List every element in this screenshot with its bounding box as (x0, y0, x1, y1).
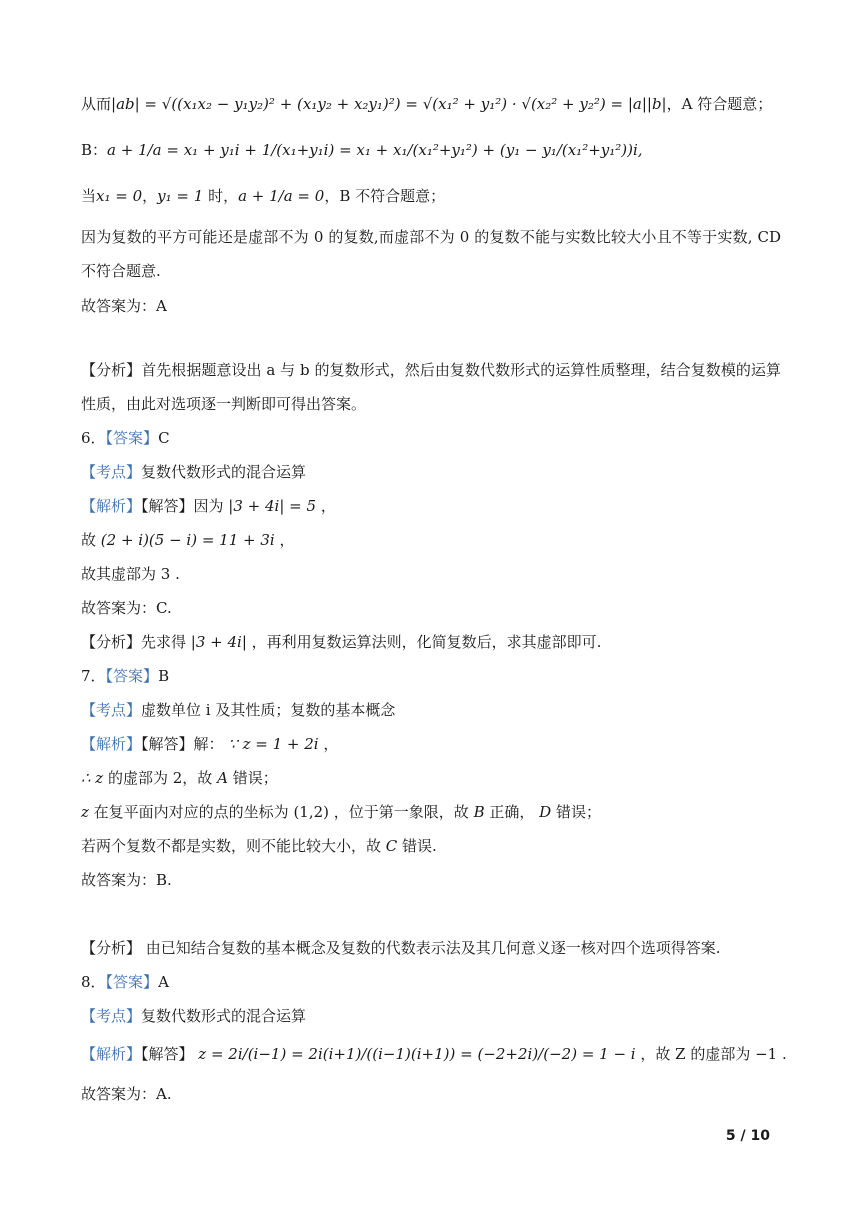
formula: |3 + 4i| = 5 (228, 497, 317, 515)
analysis-tag: 【分析】 (81, 361, 142, 379)
solution-tag: 【解析】 (81, 497, 142, 515)
text: 的虚部为 2，故 (103, 769, 218, 787)
answer-tag: 【答案】 (105, 429, 159, 447)
text: . (777, 1045, 787, 1063)
answer-tag: 【答案】 (105, 667, 159, 685)
analysis-tag: 【分析】 (81, 939, 142, 957)
formula: z = 2i/(i−1) = 2i(i+1)/((i−1)(i+1)) = (−2+2i)/(−2) = 1 − i (198, 1045, 636, 1063)
formula: 3 (160, 565, 171, 583)
analysis-paragraph (81, 353, 781, 421)
text: 时， (203, 187, 239, 205)
text: ， (142, 187, 158, 205)
option-letter: B (473, 803, 485, 821)
text: 故 (81, 531, 101, 549)
text: 【解答】 (141, 1045, 199, 1063)
text: 先求得 (141, 633, 191, 651)
formula: ∵ z = 1 + 2i (228, 735, 319, 753)
text: 错误； (227, 769, 278, 787)
text: B： (81, 141, 108, 159)
keypoint-text: 虚数单位 i 及其性质；复数的基本概念 (141, 701, 396, 719)
q8-keypoint (81, 1006, 306, 1026)
question-number: 7． (81, 667, 106, 685)
q6-analysis (81, 632, 601, 652)
q8-solution-1 (81, 1044, 787, 1064)
keypoint-tag: 【考点】 (81, 701, 142, 719)
line-3 (81, 186, 445, 206)
answer-value: B (158, 667, 170, 685)
formula: (1,2) (293, 803, 330, 821)
question-number: 8． (81, 973, 106, 991)
formula: a + 1/a = 0 (238, 187, 325, 205)
line-1 (81, 94, 772, 114)
q7-final: 故答案为：B. (81, 871, 172, 889)
answer-line: 故答案为：A (81, 297, 167, 315)
page-number: 5 / 10 (725, 1128, 770, 1144)
text: 由已知结合复数的基本概念及复数的代数表示法及其几何意义逐一核对四个选项得答案. (141, 939, 721, 957)
text: ，故 Z 的虚部为 (635, 1045, 756, 1063)
formula: (2 + i)(5 − i) = 11 + 3i (100, 531, 275, 549)
formula-a-plus-inverse: a + 1/a = x₁ + y₁i + 1/(x₁+y₁i) = x₁ + x₁/(x₁²+y₁²) + (y₁ − y₁/(x₁²+y₁²))i, (107, 141, 643, 159)
q8-final: 故答案为：A. (81, 1085, 172, 1103)
q7-solution-3 (81, 802, 601, 822)
q7-keypoint (81, 700, 395, 720)
text: ， (274, 531, 295, 549)
text: 【解答】因为 (141, 497, 229, 515)
keypoint-tag: 【考点】 (81, 463, 142, 481)
line-2 (81, 140, 643, 160)
formula: |3 + 4i| (190, 633, 247, 651)
text: ， (318, 735, 339, 753)
text: 错误. (397, 837, 437, 855)
keypoint-tag: 【考点】 (81, 1007, 142, 1025)
formula: −1 (755, 1045, 778, 1063)
keypoint-text: 复数代数形式的混合运算 (141, 1007, 307, 1025)
q7-solution-2 (81, 768, 278, 788)
text: 【解答】解： (141, 735, 229, 753)
q7-solution-4 (81, 836, 437, 856)
q7-solution-1 (81, 734, 338, 754)
solution-tag: 【解析】 (81, 1045, 142, 1063)
q7-answer (81, 666, 169, 686)
q8-answer (81, 972, 169, 992)
formula: x₁ = 0 (96, 187, 143, 205)
q6-answer (81, 428, 170, 448)
formula: z (81, 803, 89, 821)
question-number: 6． (81, 429, 106, 447)
text: . (170, 565, 180, 583)
analysis-text: 首先根据题意设出 a 与 b 的复数形式，然后由复数代数形式的运算性质整理，结合复数模的运算性质，由此对选项逐一判断即可得出答案。 (81, 361, 781, 413)
q6-keypoint (81, 462, 306, 482)
text: 在复平面内对应的点的坐标为 (88, 803, 294, 821)
option-letter: C (385, 837, 398, 855)
option-letter: A (217, 769, 228, 787)
q6-solution-2 (81, 530, 295, 550)
q6-final: 故答案为：C. (81, 599, 172, 617)
solution-tag: 【解析】 (81, 735, 142, 753)
text: ，再利用复数运算法则，化简复数后，求其虚部即可. (246, 633, 602, 651)
text: 从而 (81, 95, 112, 113)
q6-solution-1 (81, 496, 336, 516)
text: 故其虚部为 (81, 565, 161, 583)
q7-analysis (81, 938, 721, 958)
answer-value: A (158, 973, 169, 991)
q6-solution-3 (81, 564, 180, 584)
formula: ∴ z (81, 769, 104, 787)
formula-ab-modulus: |ab| = √((x₁x₂ − y₁y₂)² + (x₁y₂ + x₂y₁)²) = √(x₁² + y₁²) · √(x₂² + y₂²) = |a||b| (111, 95, 667, 113)
text: 错误； (551, 803, 601, 821)
text: ，B 不符合题意； (324, 187, 446, 205)
text: 正确， (484, 803, 540, 821)
option-letter: D (539, 803, 552, 821)
analysis-tag: 【分析】 (81, 633, 142, 651)
text: ，位于第一象限，故 (329, 803, 474, 821)
paragraph-cd: 因为复数的平方可能还是虚部不为 0 的复数,而虚部不为 0 的复数不能与实数比较大小且不等于实数, CD 不符合题意. (81, 228, 781, 280)
text: ， (316, 497, 336, 515)
answer-tag: 【答案】 (105, 973, 159, 991)
formula: y₁ = 1 (157, 187, 204, 205)
text: 若两个复数不都是实数，则不能比较大小，故 (81, 837, 386, 855)
text: 当 (81, 187, 97, 205)
text: ，A 符合题意； (666, 95, 773, 113)
answer-value: C (158, 429, 170, 447)
keypoint-text: 复数代数形式的混合运算 (141, 463, 307, 481)
